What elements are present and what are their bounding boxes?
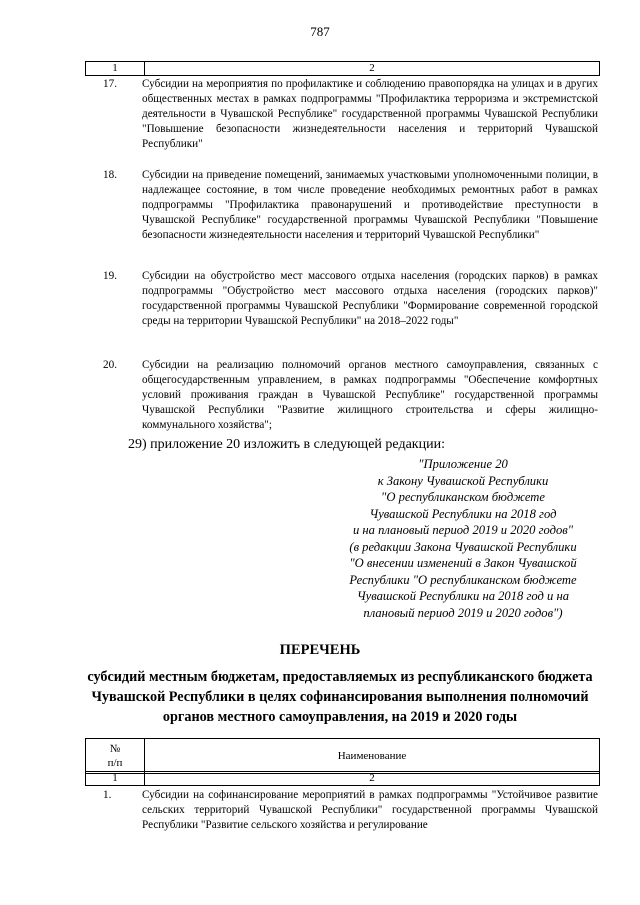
item-text: Субсидии на реализацию полномочий органов местного самоуправления, связанных с общегосударственным управлением, в рамках подпрограммы "Обеспечение комфортных условий проживания граждан в Чувашской Республике" государственной программы Чувашской Республики "Развитие жилищного строительства и сферы жилищно-коммунального хозяйства"; bbox=[142, 359, 598, 432]
item-text: Субсидии на приведение помещений, занимаемых участковыми уполномоченными полиции, в надлежащее состояние, в том числе проведение необходимых ремонтных работ в рамках подпрограммы "Профилактика правонарушений и противодействие преступности в Чувашской Республике" государственной программы Чувашской Республики "Повышение безопасности жизнедеятельности населения и территорий Чувашской Республики" bbox=[142, 169, 598, 242]
column-number-header bbox=[85, 61, 600, 76]
page-number: 787 bbox=[310, 24, 330, 39]
appendix-line: (в редакции Закона Чувашской Республики bbox=[349, 539, 577, 554]
appendix-line: Республики "О республиканском бюджете bbox=[349, 572, 577, 587]
item-number: 18. bbox=[103, 169, 117, 181]
item-number: 20. bbox=[103, 359, 117, 371]
appendix-line: к Закону Чувашской Республики bbox=[377, 473, 549, 488]
table-header bbox=[85, 738, 600, 774]
column-1-number: 1 bbox=[86, 772, 145, 785]
table-row bbox=[85, 788, 598, 833]
item-text: Субсидии на мероприятия по профилактике и соблюдению правопорядка на улицах и в других общественных местах в рамках подпрограммы "Профилактика терроризма и экстремистской деятельности в Чувашской Республике" государственной программы Чувашской Республики "Повышение безопасности жизнедеятельности населения и территорий Чувашской Республики" bbox=[142, 78, 598, 151]
document-title: ПЕРЕЧЕНЬ bbox=[279, 642, 361, 658]
table-column-numbers bbox=[85, 771, 600, 786]
column-2-number: 2 bbox=[369, 772, 375, 784]
appendix-line: "О внесении изменений в Закон Чувашской bbox=[349, 556, 577, 570]
item-number: 19. bbox=[103, 270, 117, 282]
appendix-line: "Приложение 20 bbox=[418, 457, 508, 471]
column-1-number: 1 bbox=[86, 62, 145, 75]
list-item bbox=[85, 358, 598, 433]
item-text: Субсидии на софинансирование мероприятий в рамках подпрограммы "Устойчивое развитие сельских территорий Чувашской Республики" государственной программы Чувашской Республики "Развитие сельского хозяйства и регулирование bbox=[142, 789, 598, 832]
list-item bbox=[85, 168, 598, 243]
amendment-instruction: 29) приложение 20 изложить в следующей редакции: bbox=[128, 437, 445, 452]
appendix-line: Чувашской Республики на 2018 год и на bbox=[356, 589, 570, 603]
list-item bbox=[85, 269, 598, 329]
header-name-cell: Наименование bbox=[337, 750, 407, 762]
appendix-line: Чувашской Республики на 2018 год bbox=[369, 506, 557, 521]
appendix-line: и на плановый период 2019 и 2020 годов" bbox=[352, 523, 574, 537]
column-2-number: 2 bbox=[369, 62, 375, 74]
appendix-header bbox=[300, 456, 626, 621]
list-item bbox=[85, 77, 598, 152]
header-number-cell bbox=[86, 739, 145, 773]
item-text: Субсидии на обустройство мест массового отдыха населения (городских парков) в рамках подпрограммы "Обустройство мест массового отдыха населения (городских парков)" государственной программы Чувашской Республики "Формирование современной городской среды на территории Чувашской Республики" на 2018–2022 годы" bbox=[142, 270, 598, 328]
appendix-line: "О республиканском бюджете bbox=[381, 490, 545, 504]
header-number-label: № bbox=[109, 743, 121, 755]
appendix-line: плановый период 2019 и 2020 годов") bbox=[363, 605, 563, 620]
document-subtitle: субсидий местным бюджетам, предоставляемых из республиканского бюджета Чувашской Республики в целях софинансирования выполнения полномочий органов местного самоуправления, на 2019 и 2020 годы bbox=[87, 669, 593, 725]
header-number-sublabel: п/п bbox=[107, 757, 123, 769]
item-number: 1. bbox=[103, 789, 112, 801]
item-number: 17. bbox=[103, 78, 117, 90]
